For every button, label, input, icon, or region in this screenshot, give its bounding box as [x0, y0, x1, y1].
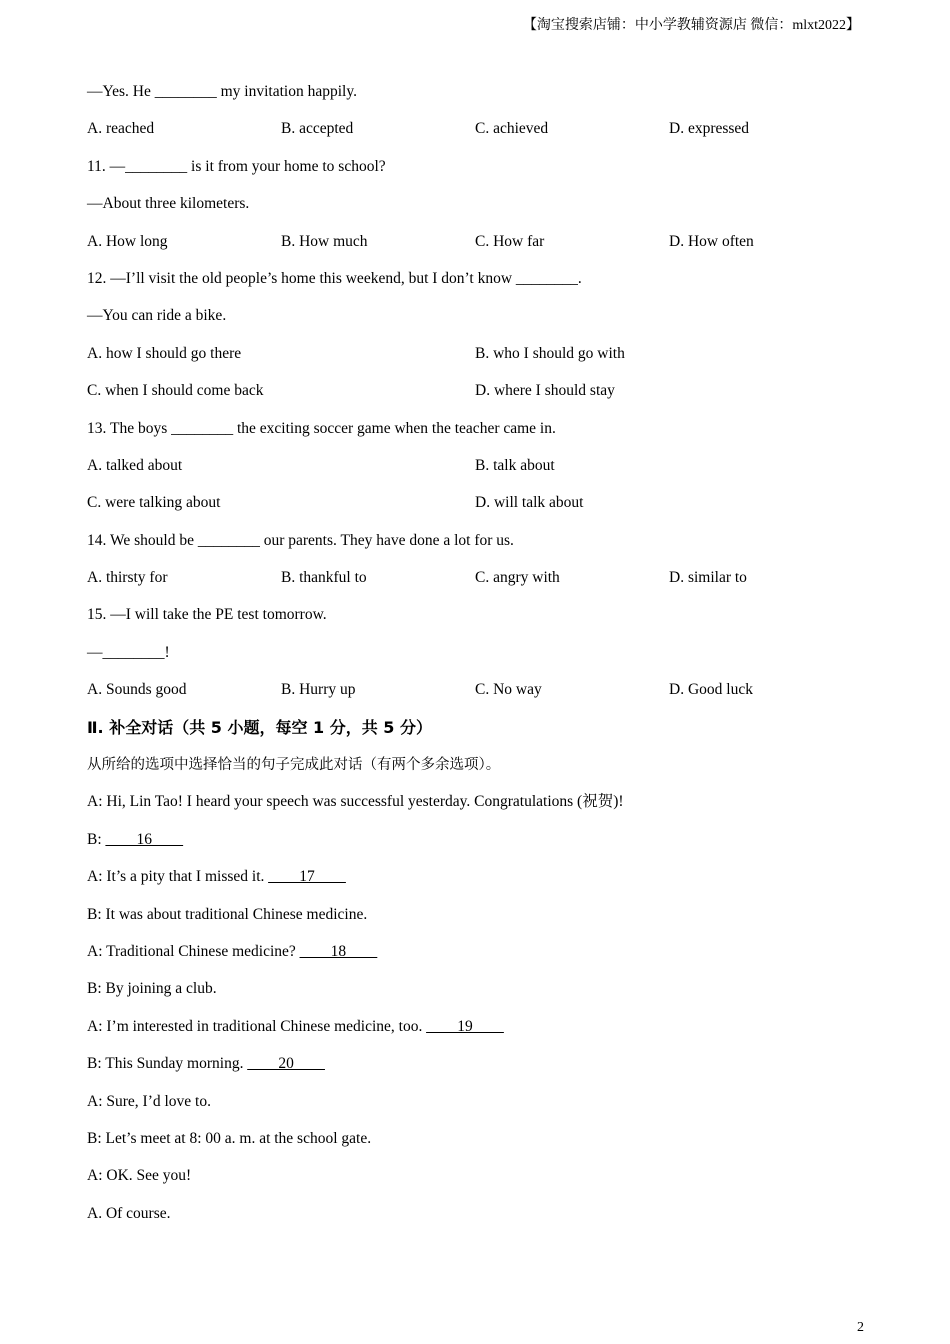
blank-17: ____17____	[268, 868, 346, 886]
blank-19: ____19____	[426, 1017, 504, 1035]
q11-options	[87, 230, 867, 267]
q11-question: 11. —________ is it from your home to school?	[87, 157, 386, 175]
blank-20: ____20____	[247, 1055, 325, 1073]
q12-option-d: D. where I should stay	[475, 382, 615, 400]
page-number: 2	[857, 1320, 864, 1335]
q10-reply: —Yes. He ________ my invitation happily.	[87, 83, 357, 100]
q10-option-b: B. accepted	[281, 120, 354, 138]
answer-option-a: A. Of course.	[87, 1204, 171, 1222]
q14-option-d: D. similar to	[669, 569, 747, 587]
q12-reply: —You can ride a bike.	[87, 307, 227, 325]
blank-18: ____18____	[299, 942, 378, 960]
q15-question: 15. —I will take the PE test tomorrow.	[87, 606, 327, 624]
dialogue-line-7	[87, 1015, 867, 1052]
exam-content	[87, 80, 867, 1239]
dialogue-line-3	[87, 865, 867, 902]
q15-option-a: A. Sounds good	[87, 681, 187, 699]
dialogue-text: B: This Sunday morning.	[87, 1055, 248, 1073]
q12-question: 12. —I’ll visit the old people’s home this weekend, but I don’t know ________.	[87, 269, 582, 287]
q13-option-c: C. were talking about	[87, 494, 221, 512]
dialogue-text: B: It was about traditional Chinese medicine.	[87, 905, 368, 923]
dialogue-line-8	[87, 1052, 867, 1089]
dialogue-line-11	[87, 1164, 867, 1201]
dialogue-text: B: Let’s meet at 8: 00 a. m. at the school gate.	[87, 1129, 372, 1147]
q12-option-a: A. how I should go there	[87, 344, 242, 362]
dialogue-line-9	[87, 1090, 867, 1127]
q15-option-b: B. Hurry up	[281, 681, 356, 699]
q12-option-c: C. when I should come back	[87, 382, 264, 400]
dialogue-text: A: Hi, Lin Tao! I heard your speech was successful yesterday. Congratulations (祝贺)!	[87, 793, 624, 811]
section-2-title: Ⅱ. 补全对话（共 5 小题，每空 1 分，共 5 分）	[87, 717, 433, 737]
dialogue-text: A: Traditional Chinese medicine?	[87, 942, 300, 960]
dialogue-text: B: By joining a club.	[87, 980, 217, 998]
q13-question: 13. The boys ________ the exciting soccer game when the teacher came in.	[87, 419, 556, 437]
q15-option-c: C. No way	[475, 681, 542, 699]
section-2-instruction: 从所给的选项中选择恰当的句子完成此对话（有两个多余选项）。	[87, 757, 501, 774]
q11-reply: —About three kilometers.	[87, 195, 250, 213]
q11-option-b: B. How much	[281, 232, 368, 250]
dialogue-line-5	[87, 940, 867, 977]
dialogue-text: A: It’s a pity that I missed it.	[87, 868, 269, 886]
q15-option-d: D. Good luck	[669, 681, 753, 699]
blank-16: ____16____	[105, 830, 184, 848]
q15-reply: —________!	[87, 643, 170, 661]
q13-option-d: D. will talk about	[475, 494, 584, 512]
dialogue-text: A: OK. See you!	[87, 1167, 192, 1185]
q12-options-row1	[87, 342, 867, 379]
q14-question: 14. We should be ________ our parents. They have done a lot for us.	[87, 531, 514, 549]
q13-option-a: A. talked about	[87, 456, 183, 474]
q14-option-c: C. angry with	[475, 569, 560, 587]
dialogue-text: A: Sure, I’d love to.	[87, 1092, 211, 1110]
q11-option-d: D. How often	[669, 232, 754, 250]
q12-options-row2	[87, 379, 867, 416]
q10-option-d: D. expressed	[669, 120, 750, 138]
q10-option-a: A. reached	[87, 120, 155, 138]
dialogue-line-4	[87, 903, 867, 940]
q12-option-b: B. who I should go with	[475, 344, 625, 362]
dialogue-line-1	[87, 790, 867, 827]
q11-option-a: A. How long	[87, 232, 168, 250]
q10-option-c: C. achieved	[475, 120, 549, 138]
dialogue-text: A: I’m interested in traditional Chinese medicine, too.	[87, 1017, 427, 1035]
dialogue-line-6	[87, 977, 867, 1014]
dialogue-line-10	[87, 1127, 867, 1164]
page-header: 【淘宝搜索店铺：中小学教辅资源店 微信：mlxt2022】	[522, 18, 860, 33]
q10-options	[87, 117, 867, 154]
dialogue-text: B:	[87, 830, 106, 848]
q14-option-a: A. thirsty for	[87, 569, 168, 587]
q15-options	[87, 678, 867, 715]
dialogue-line-2	[87, 828, 867, 865]
q14-option-b: B. thankful to	[281, 569, 367, 587]
q13-option-b: B. talk about	[475, 456, 555, 474]
q11-option-c: C. How far	[475, 232, 545, 250]
q13-options-row1	[87, 454, 867, 491]
q14-options	[87, 566, 867, 603]
q13-options-row2	[87, 491, 867, 528]
